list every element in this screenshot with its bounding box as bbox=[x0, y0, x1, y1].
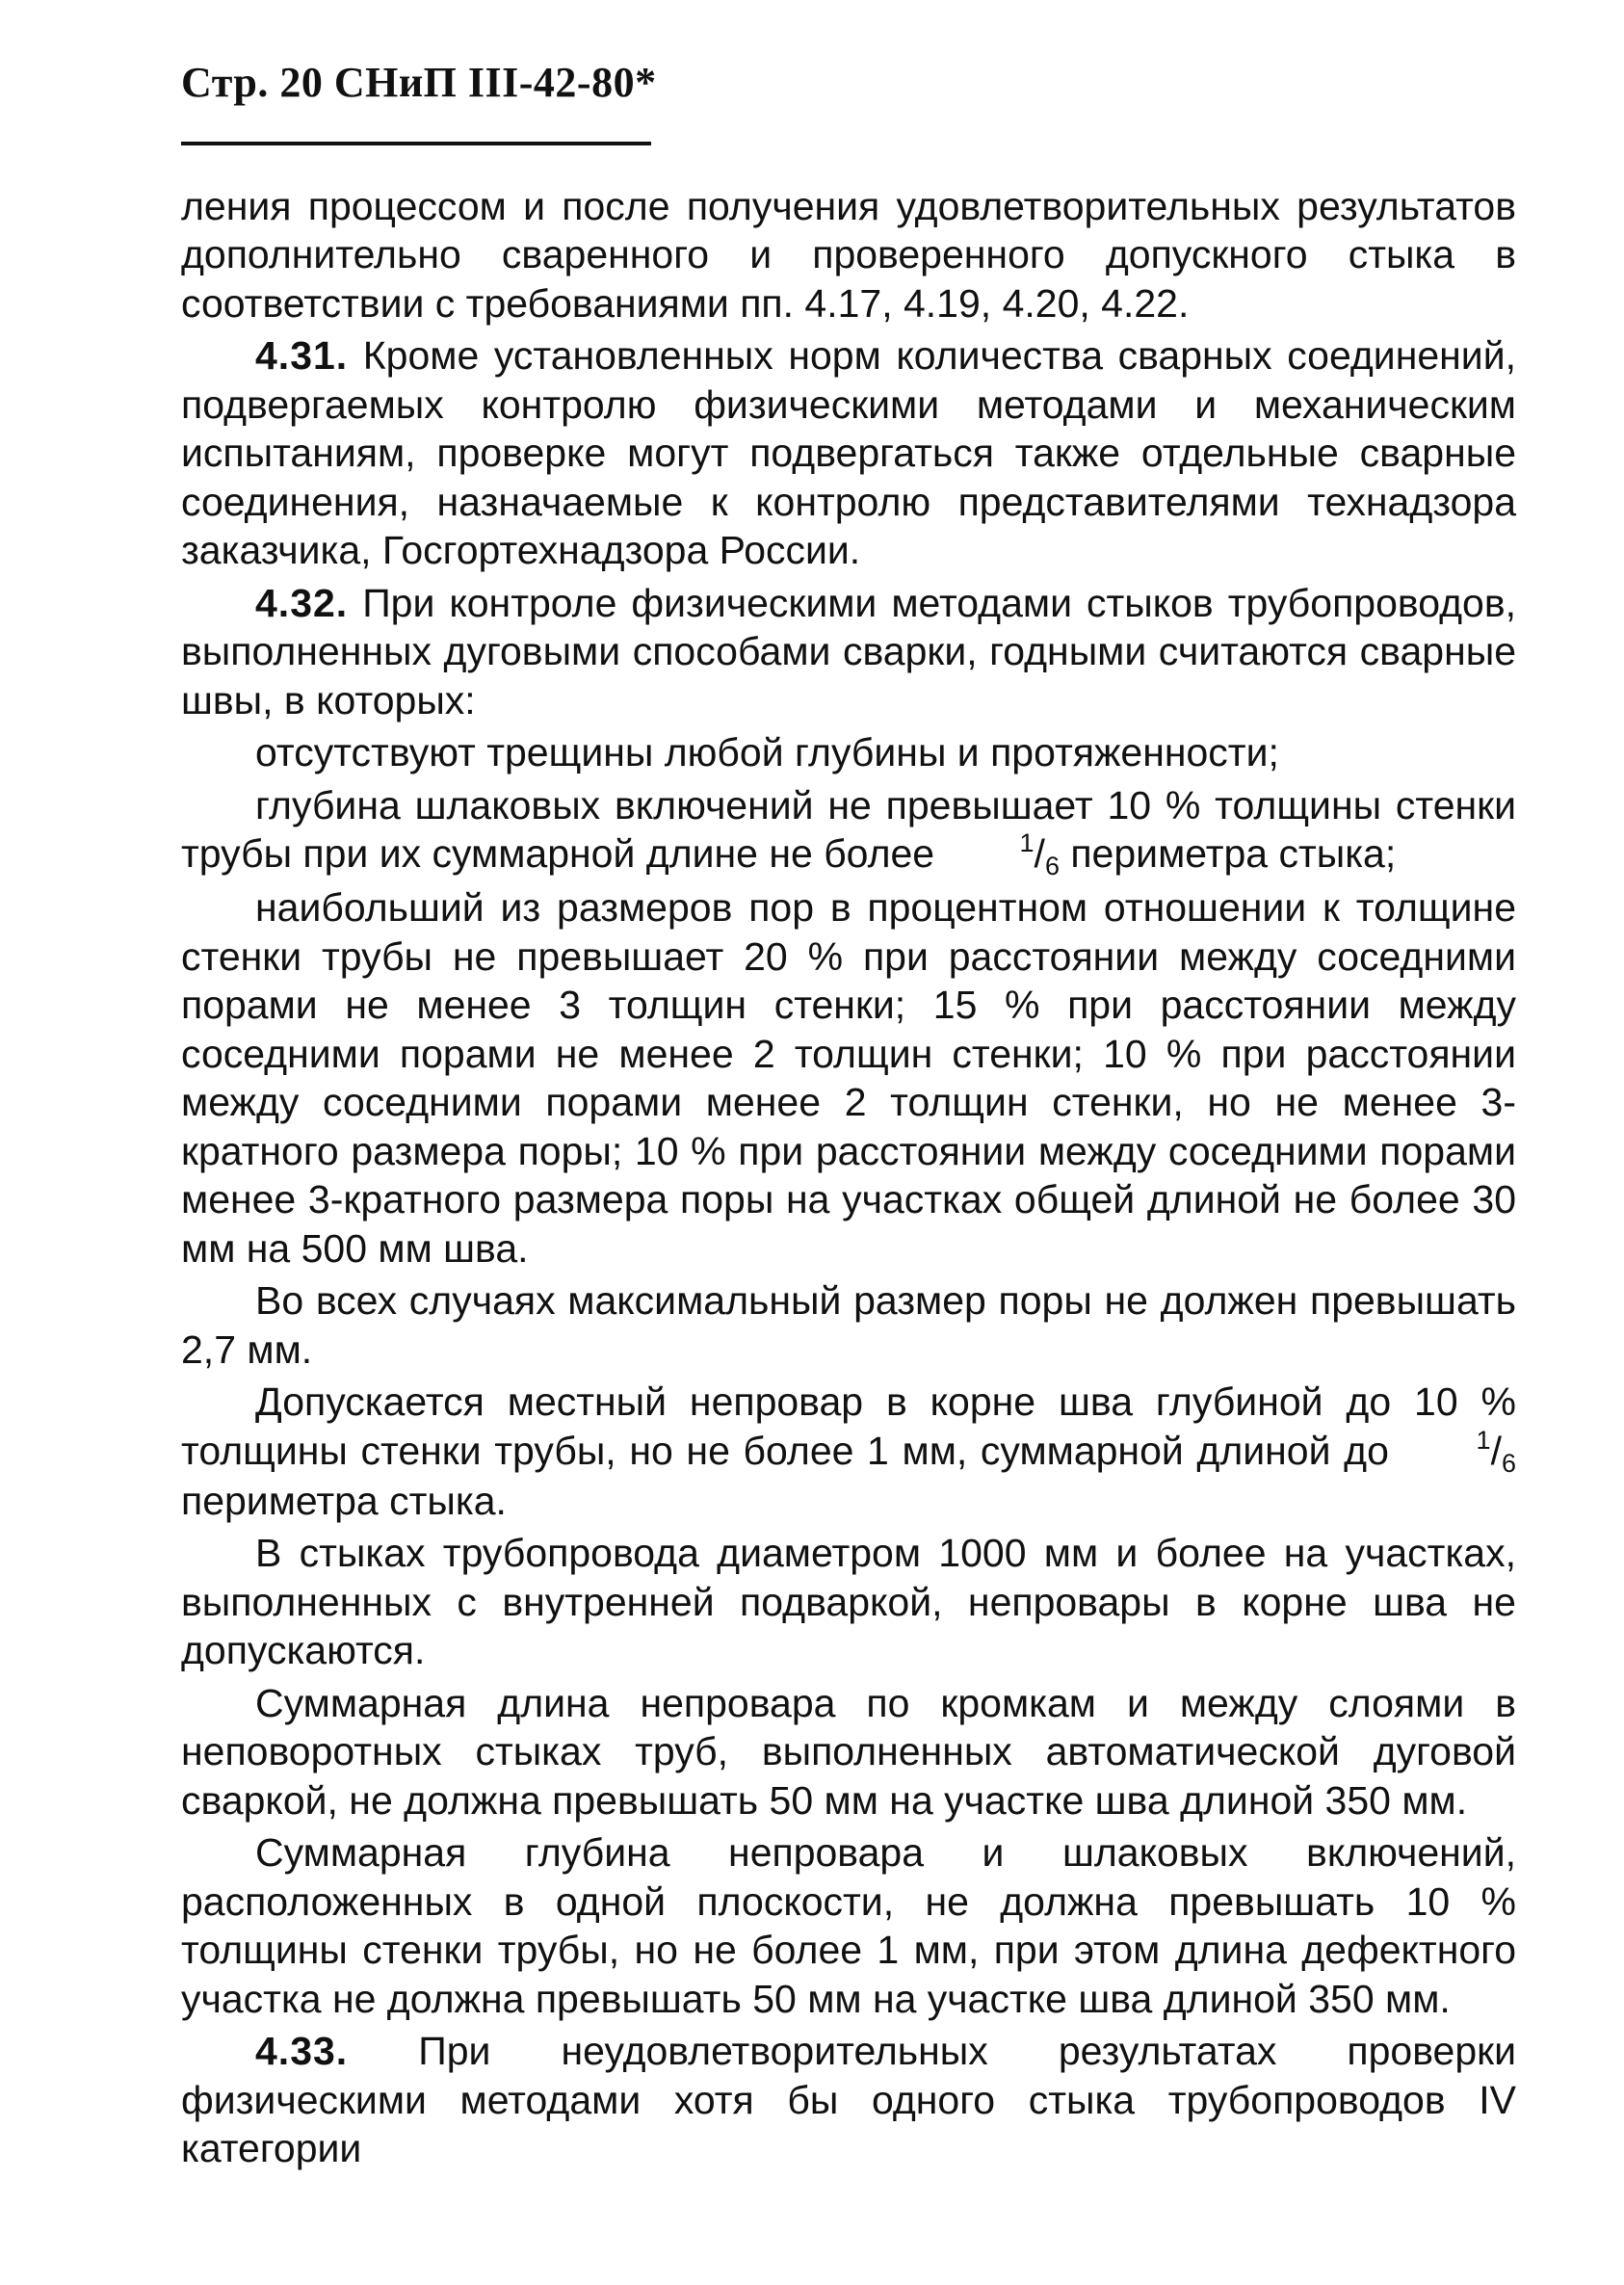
fraction-denominator: 6 bbox=[1044, 852, 1060, 881]
clause-4-33 bbox=[181, 2027, 1516, 2173]
fraction-slash: / bbox=[1034, 831, 1045, 877]
paragraph-large-diameter: В стыках трубопровода диаметром 1000 мм и более на участках, выполненных с внутренней подваркой, непровары в корне шва не допускаются. bbox=[181, 1531, 1516, 1673]
clause-4-31 bbox=[181, 331, 1516, 575]
fraction-one-sixth bbox=[1402, 1427, 1516, 1477]
paragraph-continuation: ления процессом и после получения удовлетворительных результатов дополнительно сваренного и проверенного допускного стыка в соответствии с требованиями пп. 4.17, 4.19, 4.20, 4.22. bbox=[181, 183, 1516, 326]
paragraph-slag bbox=[181, 781, 1516, 880]
clause-number: 4.31. bbox=[255, 333, 349, 379]
page-header: Стр. 20 СНиП III-42-80* bbox=[181, 59, 657, 106]
clause-4-32 bbox=[181, 579, 1516, 725]
document-page bbox=[181, 58, 1516, 2177]
clause-text: При контроле физическими методами стыков трубопроводов, выполненных дуговыми способами сварки, годными считаются сварные швы, в которых: bbox=[181, 580, 1516, 722]
clause-text: Кроме установленных норм количества сварных соединений, подвергаемых контролю физическими методами и механическим испытаниям, проверке могут подвергаться также отдельные сварные соединения, назначаемые к контролю представителями технадзора заказчика, Госгортехнадзора России. bbox=[181, 333, 1516, 573]
paragraph-lack-of-fusion bbox=[181, 1378, 1516, 1525]
paragraph-text: Допускается местный непровар в корне шва глубиной до 10 % толщины стенки трубы, но не более 1 мм, суммарной длиной до bbox=[181, 1379, 1516, 1473]
paragraph-max-pore: Во всех случаях максимальный размер поры не должен превышать 2,7 мм. bbox=[181, 1278, 1516, 1372]
fraction-numerator: 1 bbox=[1476, 1425, 1491, 1455]
clause-text: При неудовлетворительных результатах проверки физическими методами хотя бы одного стыка трубопроводов IV категории bbox=[181, 2029, 1516, 2171]
paragraph-total-depth: Суммарная глубина непровара и шлаковых включений, расположенных в одной плоскости, не должна превышать 10 % толщины стенки трубы, но не более 1 мм, при этом длина дефектного участка не должна превышать 50 мм на участке шва длиной 350 мм. bbox=[181, 1830, 1516, 2021]
document-body bbox=[181, 182, 1516, 2173]
paragraph-text: периметра стыка; bbox=[1059, 831, 1397, 877]
fraction-one-sixth bbox=[946, 829, 1060, 880]
paragraph-text: глубина шлаковых включений не превышает 10 % толщины стенки трубы при их суммарной длине не более bbox=[181, 782, 1516, 877]
paragraph-total-length: Суммарная длина непровара по кромкам и между слоями в неповоротных стыках труб, выполненных автоматической дуговой сваркой, не должна превышать 50 мм на участке шва длиной 350 мм. bbox=[181, 1680, 1516, 1823]
paragraph-text: периметра стыка. bbox=[181, 1478, 507, 1523]
fraction-slash: / bbox=[1490, 1428, 1502, 1473]
clause-number: 4.32. bbox=[255, 580, 349, 625]
paragraph-cracks: отсутствуют трещины любой глубины и протяженности; bbox=[255, 730, 1279, 775]
clause-number: 4.33. bbox=[255, 2029, 349, 2074]
fraction-numerator: 1 bbox=[1019, 828, 1035, 858]
fraction-denominator: 6 bbox=[1501, 1448, 1516, 1478]
paragraph-pores: наибольший из размеров пор в процентном отношении к толщине стенки трубы не превышает 20 % при расстоянии между соседними порами не менее 3 толщин стенки; 15 % при расстоянии между соседними порами не менее 2 толщин стенки; 10 % при расстоянии между соседними порами менее 2 толщин стенки, но не менее 3-кратного размера поры; 10 % при расстоянии между соседними порами менее 3-кратного размера поры на участках общей длиной не более 30 мм на 500 мм шва. bbox=[181, 885, 1516, 1271]
header-rule bbox=[181, 142, 651, 145]
